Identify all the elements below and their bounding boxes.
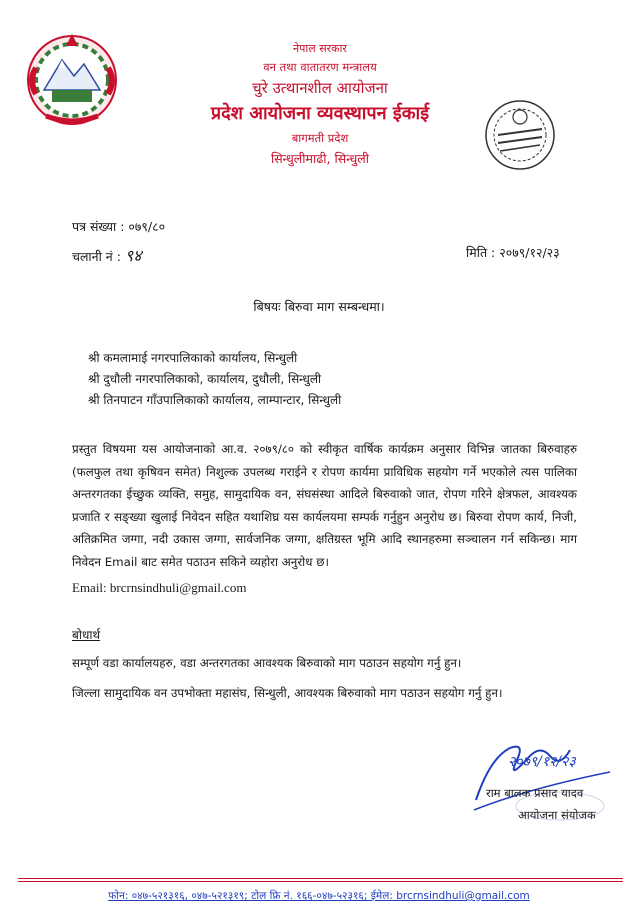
letter-body: प्रस्तुत विषयमा यस आयोजनाको आ.व. २०७९/८० को स्वीकृत वार्षिक कार्यक्रम अनुसार विभिन्न जातका बिरुवाहरु (फलफुल तथा कृषिवन समेत) निशुल्क उपलब्ध गराईने र रोपण कार्यमा प्राविधिक सहयोग गर्ने भएकोले त्यस पालिका अन्तरगतका ईच्छुक व्यक्ति, समुह, सामुदायिक वन, संघसंस्था आदिले बिरुवाको जात, रोपण गरिने क्षेत्रफल, आवश्यक प्रजाति र सङ्ख्या खुलाई निवेदन सहित यथाशिघ्र यस कार्यलयमा सम्पर्क गर्नुहुन अनुरोध छ। बिरुवा रोपण कार्य, निजी, अतिक्रमित जग्गा, नदी उकास जग्गा, सार्वजनिक जग्गा, क्षतिग्रस्त भूमि आदि स्थानहरुमा सञ्चालन गर्न सकिन्छ। माग निवेदन Email बाट समेत पठाउन सकिने व्यहोरा अनुरोध छ।	[72, 442, 577, 569]
footer-contact	[0, 889, 638, 903]
chalani-number	[72, 244, 142, 266]
addressee-item: श्री कमलामाई नगरपालिकाको कार्यालय, सिन्धुली	[88, 351, 298, 365]
header-location: सिन्धुलीमाढी, सिन्धुली	[270, 151, 370, 166]
chalani-value: ९४	[124, 246, 142, 265]
footer-rule-top	[18, 878, 623, 879]
patra-label: पत्र संख्या :	[72, 219, 125, 234]
date-label: मिति :	[466, 245, 496, 260]
header-ministry: वन तथा वातातरण मन्त्रालय	[263, 60, 377, 74]
cc-item: जिल्ला सामुदायिक वन उपभोक्ता महासंघ, सिन्धुली, आवश्यक बिरुवाको माग पठाउन सहयोग गर्नु हुन।	[72, 686, 503, 700]
cc-item: सम्पूर्ण वडा कार्यालयहरु, वडा अन्तरगतका आवश्यक बिरुवाको माग पठाउन सहयोग गर्नु हुन।	[72, 656, 462, 670]
letter-subject: बिषयः बिरुवा माग सम्बन्धमा।	[253, 299, 385, 314]
chalani-label: चलानी नं :	[72, 249, 121, 264]
footer-rule-bottom	[18, 881, 623, 882]
addressee-item: श्री दुधौली नगरपालिकाको, कार्यालय, दुधौली, सिन्धुली	[88, 372, 322, 386]
addressee-list	[88, 348, 341, 411]
addressee-item: श्री तिनपाटन गाँउपालिकाको कार्यालय, लाम्पान्टार, सिन्धुली	[88, 393, 342, 407]
date-value: २०७९/१२/२३	[499, 245, 560, 260]
signatory-name: राम बालक प्रसाद यादव	[486, 786, 584, 800]
header-government: नेपाल सरकार	[293, 42, 347, 55]
header-unit: प्रदेश आयोजना व्यवस्थापन ईकाई	[210, 103, 430, 124]
nepal-emblem-icon	[22, 28, 122, 128]
bodhartha-heading: बोधार्थ	[72, 628, 101, 642]
patra-sankhya	[72, 218, 165, 235]
footer-text: फोन: ०४७-५२१३१६, ०४७-५२१३१९; टोल फ्रि नं. १६६-०४७-५२३१६; ईमेल: brcrnsindhuli@gmail.com	[108, 890, 530, 902]
signature-date: २०७९/१२/२३	[508, 754, 576, 770]
patra-value: ०७९/८०	[128, 219, 166, 234]
letter-date	[466, 244, 560, 261]
letterhead	[150, 40, 490, 170]
header-province: बागमती प्रदेश	[291, 131, 349, 145]
office-seal-icon	[480, 95, 560, 175]
email-line: Email: brcrnsindhuli@gmail.com	[72, 580, 247, 595]
signatory-title: आयोजना संयोजक	[518, 808, 596, 822]
header-project: चुरे उत्थानशील आयोजना	[252, 79, 388, 97]
